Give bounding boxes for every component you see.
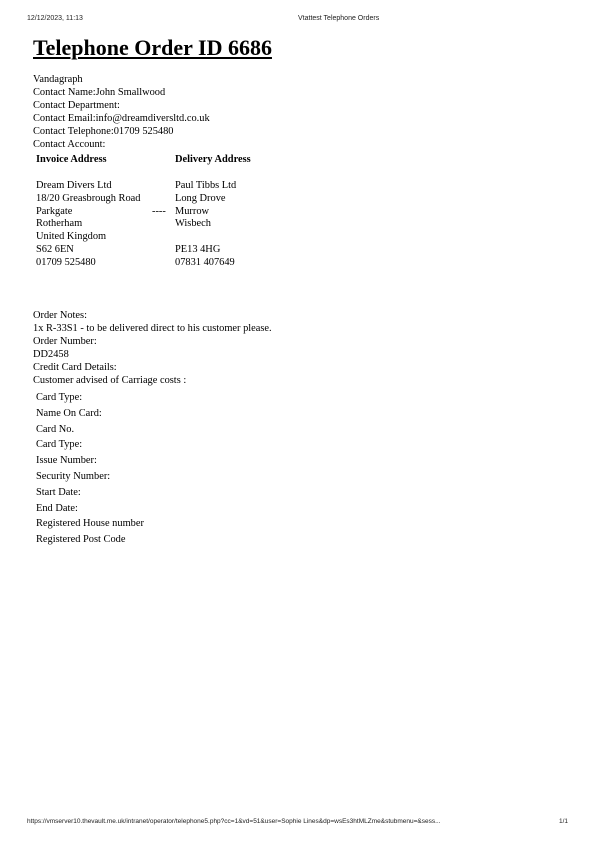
delivery-line: 07831 407649 (175, 257, 235, 269)
print-footer (27, 818, 568, 828)
print-datetime: 12/12/2023, 11:13 (27, 15, 83, 22)
order-notes-value: 1x R-33S1 - to be delivered direct to his customer please. (33, 322, 272, 334)
invoice-line: S62 6EN (36, 244, 74, 256)
company-name: Vandagraph (33, 74, 83, 85)
contact-name: Contact Name:John Smallwood (33, 86, 166, 98)
card-field: Card Type: (36, 392, 83, 403)
contact-department: Contact Department: (33, 99, 120, 111)
order-number-label: Order Number: (33, 335, 97, 347)
delivery-line: Paul Tibbs Ltd (175, 179, 237, 191)
print-url: https://vmserver10.thevault.me.uk/intranet/operator/telephone5.php?cc=1&vd=51&user=Sophie Lines&dp=wsEs3htMLZme&stubmenu=&sess... (27, 818, 441, 825)
print-page-number: 1/1 (558, 818, 568, 825)
order-notes-label: Order Notes: (33, 310, 87, 321)
card-field: Security Number: (36, 470, 111, 482)
invoice-line: 18/20 Greasbrough Road (36, 192, 141, 204)
invoice-line: 01709 525480 (36, 257, 96, 269)
card-field: Issue Number: (36, 455, 97, 467)
card-field: Card No. (36, 423, 75, 435)
invoice-address-header: Invoice Address (36, 154, 107, 165)
contact-block (33, 74, 210, 151)
contact-telephone: Contact Telephone:01709 525480 (33, 125, 174, 137)
invoice-line: Parkgate (36, 205, 73, 217)
address-separator: ---- (152, 205, 166, 217)
invoice-line: United Kingdom (36, 231, 107, 243)
delivery-address-header: Delivery Address (175, 154, 251, 165)
card-field: Card Type: (36, 439, 83, 451)
carriage-label: Customer advised of Carriage costs : (33, 374, 187, 386)
delivery-line: Wisbech (175, 218, 211, 230)
card-field: Registered Post Code (36, 534, 126, 546)
delivery-line: Murrow (175, 205, 210, 217)
page-title: Telephone Order ID 6686 (33, 35, 272, 60)
delivery-line: PE13 4HG (175, 244, 221, 256)
invoice-line: Dream Divers Ltd (36, 179, 112, 191)
card-field: Name On Card: (36, 407, 102, 419)
order-number-value: DD2458 (33, 348, 69, 360)
invoice-line: Rotherham (36, 218, 83, 230)
delivery-line: Long Drove (175, 192, 226, 204)
print-header (27, 15, 568, 25)
address-table (36, 154, 296, 270)
order-notes-block (33, 310, 272, 387)
card-field: Start Date: (36, 486, 81, 498)
card-fields (36, 390, 144, 548)
print-page-title: Vtattest Telephone Orders (298, 15, 380, 22)
credit-card-label: Credit Card Details: (33, 361, 117, 373)
card-field: End Date: (36, 502, 78, 514)
card-field: Registered House number (36, 518, 144, 530)
contact-email: Contact Email:info@dreamdiversltd.co.uk (33, 112, 210, 124)
contact-account: Contact Account: (33, 138, 106, 150)
